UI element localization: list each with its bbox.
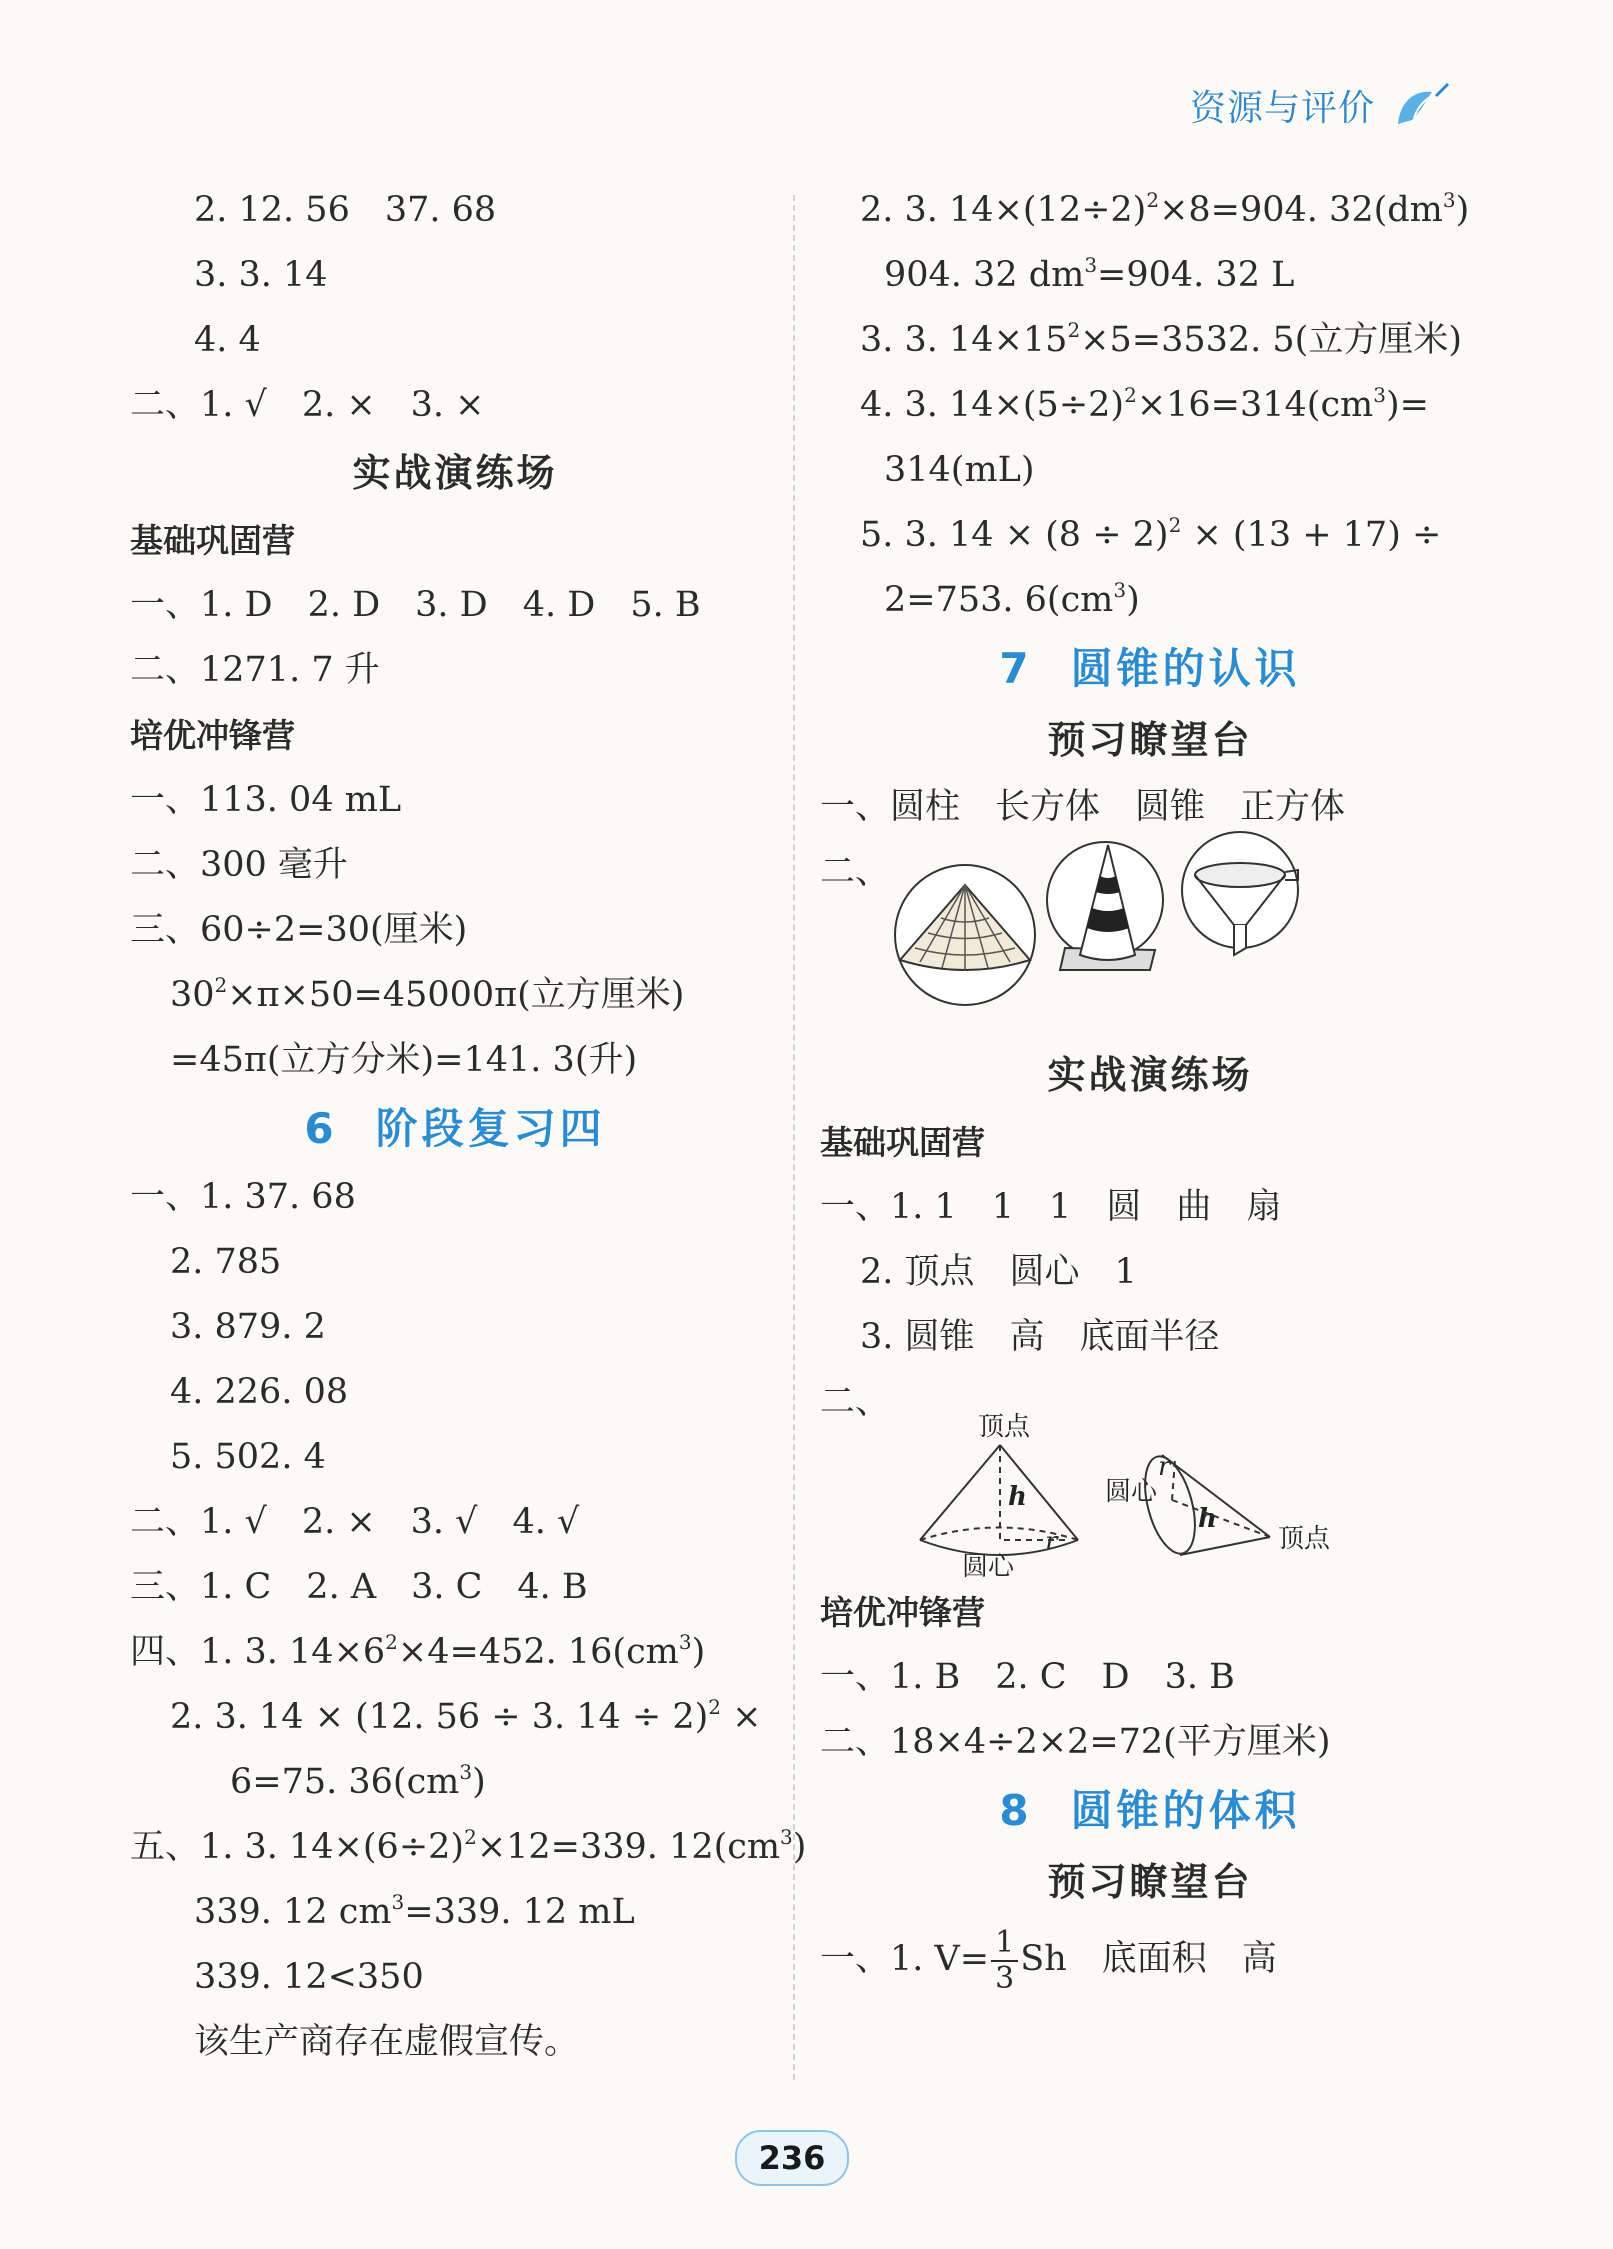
- answer-line: 2. 3. 14 × (12. 56 ÷ 3. 14 ÷ 2)$^2$ ×: [170, 1695, 762, 1737]
- label-center: 圆心: [1105, 1477, 1158, 1507]
- answer-line: 2=753. $6(cm^3)$: [884, 578, 1140, 620]
- label-center: 圆心: [962, 1552, 1015, 1582]
- chapter-heading-8: 8 圆锥的体积: [999, 1786, 1301, 1835]
- subsection-heading: 培优冲锋营: [820, 1593, 985, 1632]
- answer-line: 3. 圆锥 高 底面半径: [860, 1317, 1220, 1357]
- answer-line: $30^2\times\pi\times 50=45000\pi$(立方厘米): [170, 973, 685, 1015]
- answer-line: 二、1271. 7 升: [130, 650, 380, 690]
- section-heading: 预习瞭望台: [1047, 718, 1253, 762]
- answer-line: 4. 226. 08: [170, 1372, 349, 1412]
- answer-line: 二、: [820, 1382, 891, 1422]
- answer-line: 二、1. √ 2. × 3. √ 4. √: [130, 1502, 580, 1542]
- answer-line: 6=75. $36(cm^3)$: [230, 1760, 486, 1802]
- answer-line: 一、1. 1 1 1 圆 曲 扇: [820, 1187, 1282, 1227]
- answer-line: 二、18×4÷2×2=72(平方厘米): [820, 1722, 1331, 1762]
- answer-line: 一、113. 04 mL: [130, 780, 402, 820]
- answer-line: 314(mL): [884, 450, 1035, 490]
- answer-line: 2. 12. 56 37. 68: [194, 190, 497, 230]
- fraction: $\frac{1}{3}$: [991, 1926, 1018, 1996]
- answer-line: 3. 3. $14\times 15^2\times 5=3532$. 5(立方厘米): [860, 318, 1462, 360]
- chapter-heading-6: 6 阶段复习四: [304, 1104, 606, 1153]
- answer-line: 二、: [820, 852, 891, 892]
- label-height: h: [1008, 1482, 1027, 1512]
- section-heading: 实战演练场: [352, 451, 558, 495]
- answer-line: 339. 12<350: [194, 1957, 424, 1997]
- answer-line: =45π(立方分米)=141. 3(升): [170, 1040, 638, 1080]
- label-apex: 顶点: [978, 1412, 1031, 1442]
- subsection-heading: 基础巩固营: [130, 521, 295, 560]
- label-height: h: [1198, 1504, 1217, 1534]
- answer-line: 一、1. D 2. D 3. D 4. D 5. B: [130, 585, 701, 625]
- header-brand: 资源与评价: [1190, 88, 1376, 129]
- answer-line: 5. 3. $14 \times (8 \div 2)^2 \times (13 + 17)$ ÷: [860, 513, 1442, 555]
- answer-line: 3. 879. 2: [170, 1307, 326, 1347]
- answer-line: 一、1. B 2. C D 3. B: [820, 1657, 1235, 1697]
- right-column: [820, 178, 1480, 2001]
- column-divider: [793, 195, 795, 2080]
- answer-line: 三、60÷2=30(厘米): [130, 910, 468, 950]
- section-heading: 预习瞭望台: [1047, 1860, 1253, 1904]
- answer-line: 339. 12 $cm^3=339$. 12 mL: [194, 1890, 635, 1932]
- left-column: [130, 178, 807, 2075]
- label-radius: r: [1045, 1527, 1058, 1557]
- section-heading: 实战演练场: [1047, 1053, 1253, 1097]
- cone-objects-figure: [820, 840, 1480, 1040]
- answer-line: 三、1. C 2. A 3. C 4. B: [130, 1567, 588, 1607]
- page-number: 236: [735, 2130, 849, 2186]
- answer-line: 二、300 毫升: [130, 845, 348, 885]
- cone-parts-figure: [820, 1370, 1480, 1580]
- subsection-heading: 培优冲锋营: [130, 716, 295, 755]
- label-apex: 顶点: [1278, 1524, 1331, 1554]
- answer-line: 一、圆柱 长方体 圆锥 正方体: [820, 787, 1346, 827]
- answer-line: 该生产商存在虚假宣传。: [194, 2022, 580, 2062]
- answer-line: 5. 502. 4: [170, 1437, 326, 1477]
- answer-line: 3. 3. 14: [194, 255, 328, 295]
- answer-line: 一、1. V= $\frac{1}{3}$ Sh 底面积 高: [820, 1924, 1277, 1996]
- brand-leaf-icon: [1392, 80, 1452, 130]
- chapter-heading-7: 7 圆锥的认识: [999, 644, 1301, 693]
- answer-line: 4. 4: [194, 320, 261, 360]
- answer-line: 五、1. 3. $14\times(6\div 2)^2\times 12=339$. $12(cm^3)$: [130, 1825, 807, 1867]
- answer-line: 一、1. 37. 68: [130, 1177, 356, 1217]
- answer-line: 904. 32 $dm^3=904$. 32 L: [884, 253, 1295, 295]
- answer-line: 4. 3. $14\times(5\div 2)^2\times 16=314(cm^3)=$: [860, 383, 1429, 425]
- label-radius: r: [1158, 1452, 1171, 1482]
- subsection-heading: 基础巩固营: [820, 1123, 985, 1162]
- answer-line: 二、1. √ 2. × 3. ×: [130, 385, 485, 425]
- cone-parts-diagram: [900, 1405, 1420, 1585]
- answer-line: 四、1. 3. $14\times 6^2\times 4=452$. $16(cm^3)$: [130, 1630, 706, 1672]
- answer-line: 2. 顶点 圆心 1: [860, 1252, 1137, 1292]
- answer-line: 2. 3. $14\times(12\div 2)^2\times 8=904$. $32(dm^3)$: [860, 188, 1470, 230]
- cone-objects-illustration: [880, 830, 1400, 1030]
- answer-line: 2. 785: [170, 1242, 282, 1282]
